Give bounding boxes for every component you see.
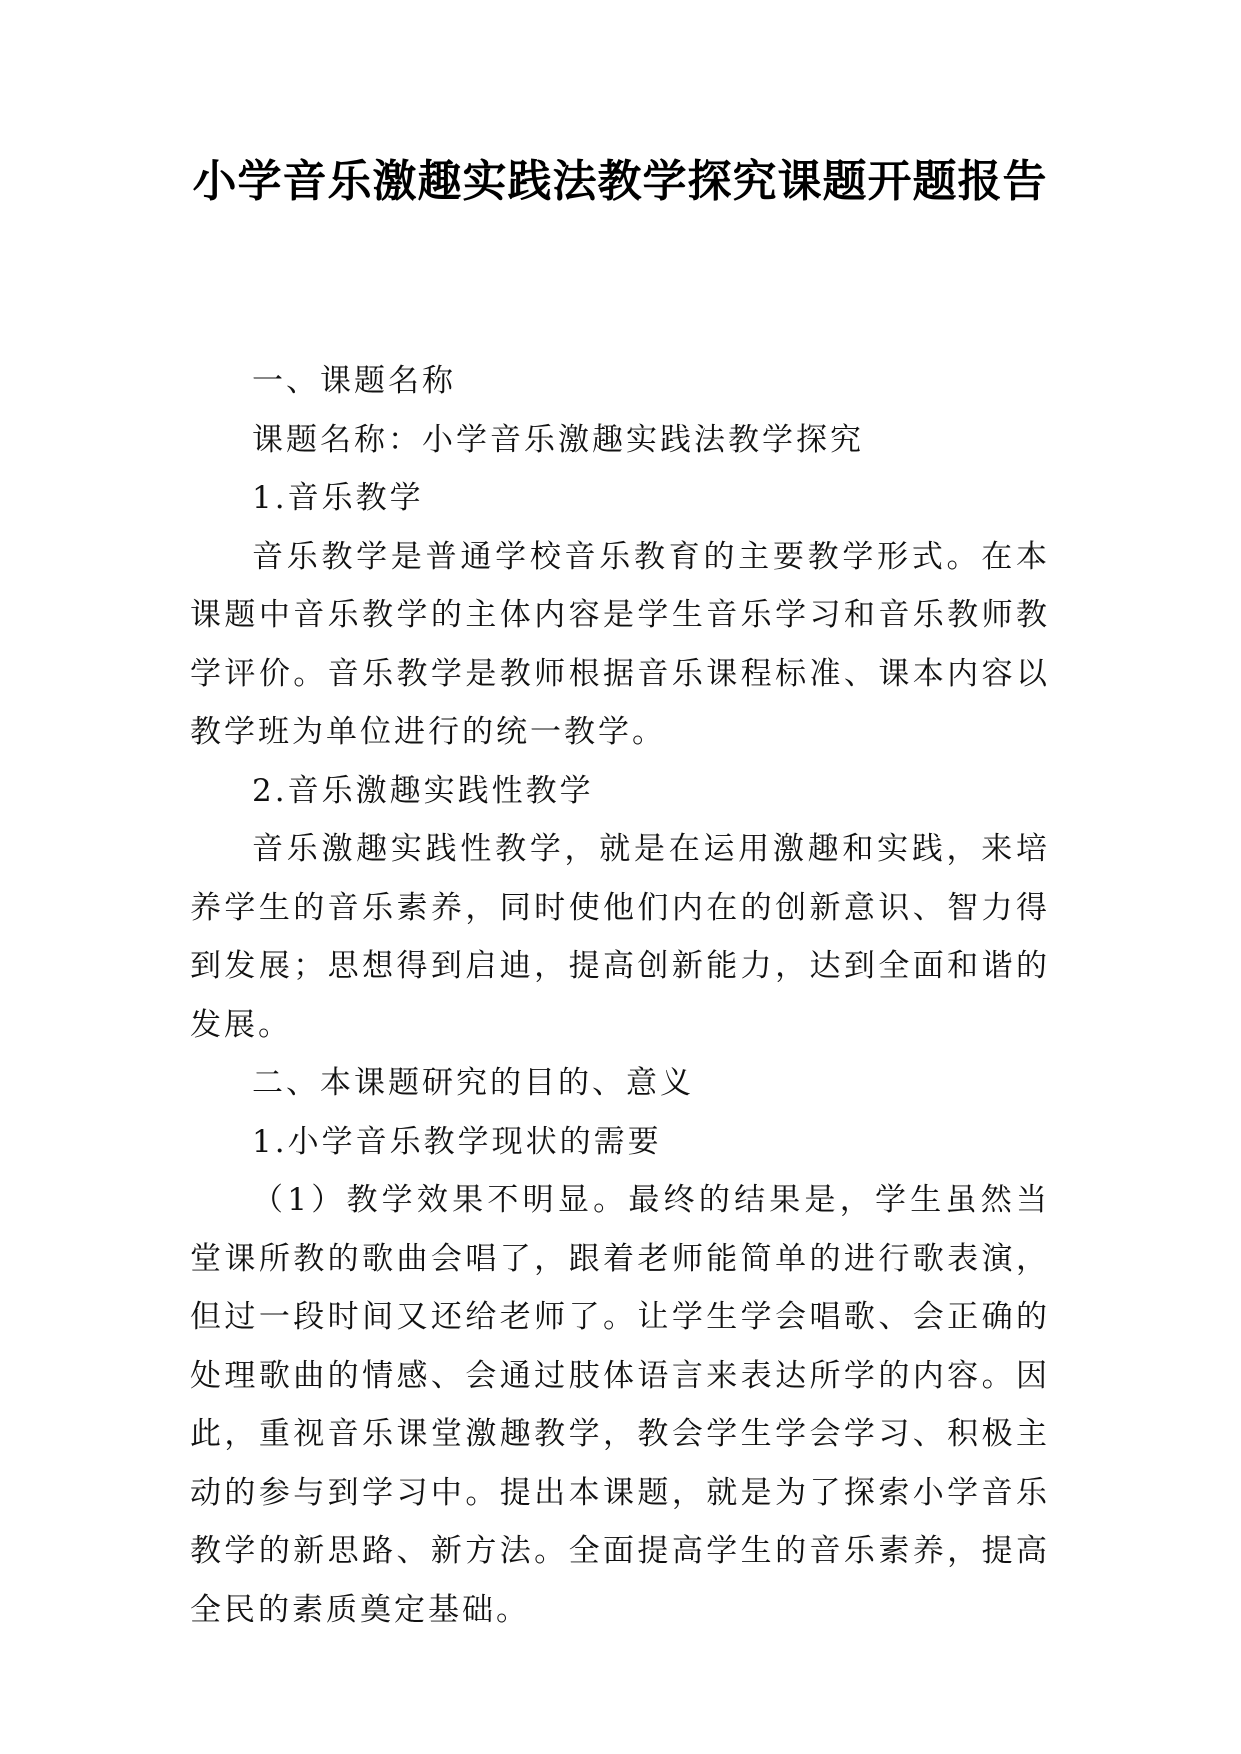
document-title: 小学音乐激趣实践法教学探究课题开题报告 (192, 156, 1048, 207)
paragraph-current-needs: （1）教学效果不明显。最终的结果是，学生虽然当堂课所教的歌曲会唱了，跟着老师能简单的进行歌表演，但过一段时间又还给老师了。让学生学会唱歌、会正确的处理歌曲的情感、会通过肢体语言来表达所学的内容。因此，重视音乐课堂激趣教学，教会学生学会学习、积极主动的参与到学习中。提出本课题，就是为了探索小学音乐教学的新思路、新方法。全面提高学生的音乐素养，提高全民的素质奠定基础。 (190, 1182, 1050, 1628)
document-body (190, 352, 1050, 1639)
subheading-music-teaching: 1.音乐教学 (252, 480, 424, 516)
paragraph-music-teaching: 音乐教学是普通学校音乐教育的主要教学形式。在本课题中音乐教学的主体内容是学生音乐学习和音乐教师教学评价。音乐教学是教师根据音乐课程标准、课本内容以教学班为单位进行的统一教学。 (190, 538, 1050, 750)
subheading-current-needs: 1.小学音乐教学现状的需要 (252, 1123, 662, 1160)
section-heading-1: 一、课题名称 (252, 363, 456, 399)
section-heading-2: 二、本课题研究的目的、意义 (252, 1065, 694, 1101)
paragraph-practice-teaching: 音乐激趣实践性教学，就是在运用激趣和实践，来培养学生的音乐素养，同时使他们内在的创新意识、智力得到发展；思想得到启迪，提高创新能力，达到全面和谐的发展。 (190, 831, 1050, 1043)
subheading-practice-teaching: 2.音乐激趣实践性教学 (252, 772, 594, 809)
topic-name-line: 课题名称：小学音乐激趣实践法教学探究 (252, 421, 864, 458)
